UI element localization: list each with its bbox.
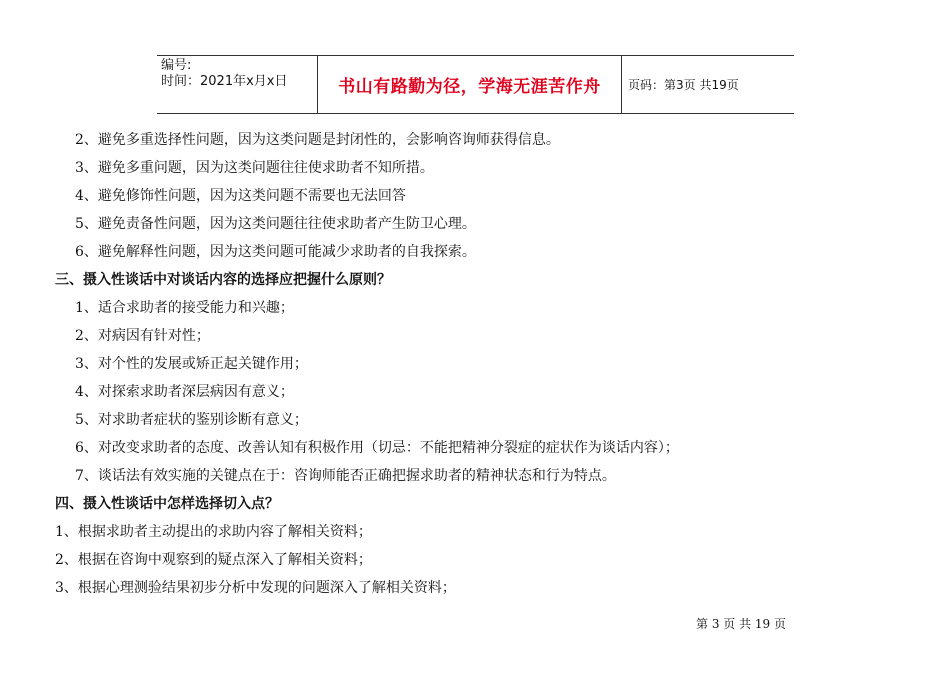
list-item: 3、对个性的发展或矫正起关键作用； [75, 356, 308, 372]
header-motto: 书山有路勤为径，学海无涯苦作舟 [318, 56, 622, 113]
document-body [55, 126, 915, 602]
list-item: 3、根据心理测验结果初步分析中发现的问题深入了解相关资料； [55, 580, 456, 596]
list-item: 5、对求助者症状的鉴别诊断有意义； [75, 412, 308, 428]
header-meta [157, 56, 318, 113]
list-item: 6、对改变求助者的态度、改善认知有积极作用（切忌：不能把精神分裂症的症状作为谈话内容）； [75, 440, 679, 456]
page-footer: 第 3 页 共 19 页 [696, 617, 786, 631]
page-header [157, 55, 794, 114]
list-item: 2、根据在咨询中观察到的疑点深入了解相关资料； [55, 552, 372, 568]
section-heading: 四、摄入性谈话中怎样选择切入点？ [55, 496, 279, 512]
list-item: 4、对探索求助者深层病因有意义； [75, 384, 294, 400]
list-item: 3、避免多重问题，因为这类问题往往使求助者不知所措。 [75, 160, 434, 176]
time-label: 时间：2021年x月x日 [161, 74, 288, 89]
list-item: 6、避免解释性问题，因为这类问题可能减少求助者的自我探索。 [75, 244, 476, 260]
section-heading: 三、摄入性谈话中对谈话内容的选择应把握什么原则？ [55, 272, 391, 288]
header-page-info: 页码：第3页 共19页 [628, 78, 739, 92]
number-label: 编号: [161, 58, 192, 73]
list-item: 1、适合求助者的接受能力和兴趣； [75, 300, 294, 316]
list-item: 2、避免多重选择性问题，因为这类问题是封闭性的，会影响咨询师获得信息。 [75, 132, 560, 148]
list-item: 5、避免责备性问题，因为这类问题往往使求助者产生防卫心理。 [75, 216, 476, 232]
list-item: 1、根据求助者主动提出的求助内容了解相关资料； [55, 524, 372, 540]
list-item: 2、对病因有针对性； [75, 328, 210, 344]
list-item: 7、谈话法有效实施的关键点在于：咨询师能否正确把握求助者的精神状态和行为特点。 [75, 468, 616, 484]
list-item: 4、避免修饰性问题，因为这类问题不需要也无法回答 [75, 188, 406, 204]
